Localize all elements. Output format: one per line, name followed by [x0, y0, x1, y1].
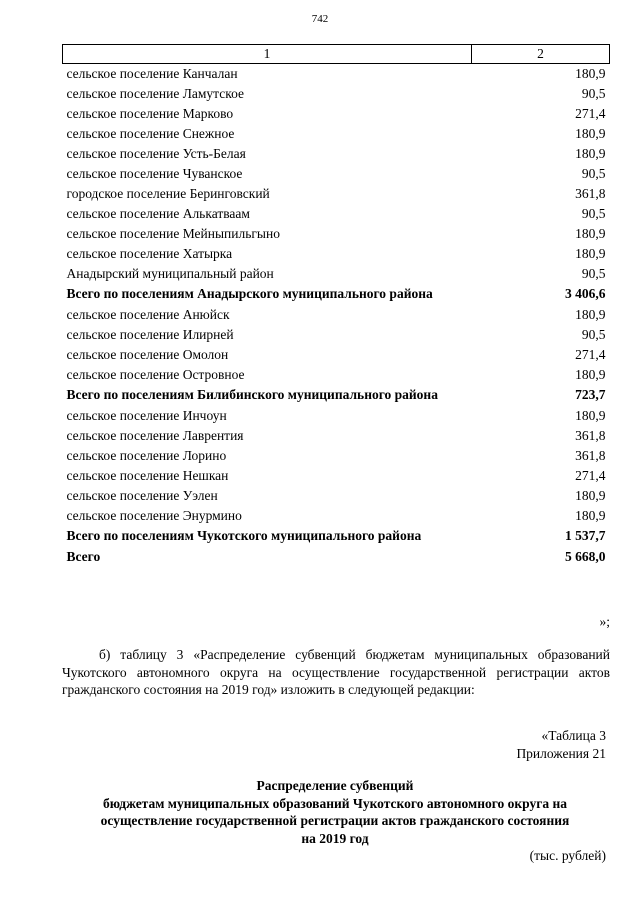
row-value: 271,4	[575, 347, 606, 362]
row-value: 361,8	[575, 186, 606, 201]
row-name: Всего	[66, 549, 101, 564]
closing-mark: »;	[599, 614, 610, 629]
row-name: Всего по поселениям Анадырского муниципального района	[66, 286, 433, 301]
table-row	[63, 144, 610, 164]
amendment-paragraph: б) таблицу 3 «Распределение субвенций бюджетам муниципальных образований Чукотского автономного округа на осуществление государственной регистрации актов гражданского состояния на 2019 год» изложить в следующей редакции:	[62, 647, 610, 697]
table-row	[63, 64, 610, 85]
row-value: 271,4	[575, 468, 606, 483]
row-value: 361,8	[575, 428, 606, 443]
table-row	[63, 104, 610, 124]
row-name: сельское поселение Нешкан	[66, 468, 229, 483]
table-row	[63, 345, 610, 365]
table-row	[63, 385, 610, 406]
row-value: 180,9	[575, 66, 606, 81]
row-name: Всего по поселениям Билибинского муниципального района	[66, 387, 438, 402]
row-value: 90,5	[581, 327, 606, 342]
title-line2: бюджетам муниципальных образований Чукотского автономного округа на	[102, 795, 568, 811]
table-row	[63, 406, 610, 426]
title-line4: на 2019 год	[301, 830, 369, 846]
table-caption	[516, 727, 606, 762]
row-name: сельское поселение Лаврентия	[66, 428, 244, 443]
row-value: 5 668,0	[565, 549, 606, 564]
table-row	[63, 506, 610, 526]
row-value: 180,9	[575, 307, 606, 322]
row-name: Анадырский муниципальный район	[66, 266, 274, 281]
row-value: 180,9	[575, 246, 606, 261]
table-row	[63, 124, 610, 144]
table-row	[63, 284, 610, 305]
row-name: сельское поселение Алькатваам	[66, 206, 250, 221]
table-row	[63, 547, 610, 568]
table-row	[63, 184, 610, 204]
table-row	[63, 224, 610, 244]
row-name: сельское поселение Анюйск	[66, 307, 230, 322]
row-name: сельское поселение Уэлен	[66, 488, 218, 503]
row-value: 180,9	[575, 367, 606, 382]
table-row	[63, 325, 610, 345]
section-title	[50, 777, 620, 847]
table-row	[63, 526, 610, 547]
row-value: 180,9	[575, 146, 606, 161]
header-col-2: 2	[472, 45, 610, 64]
page-number: 742	[311, 13, 329, 25]
row-value: 361,8	[575, 448, 606, 463]
row-value: 180,9	[575, 488, 606, 503]
table-row	[63, 204, 610, 224]
row-name: сельское поселение Мейныпильгыно	[66, 226, 280, 241]
row-name: сельское поселение Ламутское	[66, 86, 244, 101]
row-name: городское поселение Беринговский	[66, 186, 270, 201]
table-header-row	[63, 45, 610, 64]
table-row	[63, 305, 610, 325]
row-value: 180,9	[575, 226, 606, 241]
row-value: 723,7	[575, 387, 606, 402]
units-label: (тыс. рублей)	[529, 848, 606, 863]
row-name: сельское поселение Усть-Белая	[66, 146, 246, 161]
row-name: сельское поселение Чуванское	[66, 166, 243, 181]
table-row	[63, 164, 610, 184]
subsidy-table	[62, 44, 610, 568]
title-line1: Распределение субвенций	[256, 778, 414, 793]
table-caption-line2: Приложения 21	[516, 745, 606, 761]
row-value: 3 406,6	[565, 286, 606, 301]
row-name: сельское поселение Энурмино	[66, 508, 242, 523]
table-row	[63, 365, 610, 385]
table-row	[63, 466, 610, 486]
row-name: сельское поселение Инчоун	[66, 408, 227, 423]
table-caption-line1: «Таблица 3	[541, 728, 606, 743]
row-name: сельское поселение Омолон	[66, 347, 229, 362]
table-row	[63, 486, 610, 506]
row-value: 90,5	[581, 166, 606, 181]
row-name: сельское поселение Канчалан	[66, 66, 238, 81]
row-name: Всего по поселениям Чукотского муниципального района	[66, 528, 422, 543]
row-name: сельское поселение Хатырка	[66, 246, 233, 261]
row-value: 271,4	[575, 106, 606, 121]
table-row	[63, 264, 610, 284]
row-value: 180,9	[575, 408, 606, 423]
row-value: 90,5	[581, 206, 606, 221]
table-row	[63, 446, 610, 466]
row-value: 180,9	[575, 126, 606, 141]
row-value: 180,9	[575, 508, 606, 523]
header-col-1: 1	[63, 45, 472, 64]
row-value: 90,5	[581, 86, 606, 101]
table-row	[63, 426, 610, 446]
row-value: 90,5	[581, 266, 606, 281]
row-name: сельское поселение Лорино	[66, 448, 227, 463]
row-name: сельское поселение Марково	[66, 106, 234, 121]
table-row	[63, 84, 610, 104]
table-row	[63, 244, 610, 264]
row-name: сельское поселение Снежное	[66, 126, 235, 141]
row-name: сельское поселение Островное	[66, 367, 245, 382]
row-name: сельское поселение Илирней	[66, 327, 234, 342]
row-value: 1 537,7	[565, 528, 606, 543]
title-line3: осуществление государственной регистрации актов гражданского состояния	[100, 813, 570, 828]
